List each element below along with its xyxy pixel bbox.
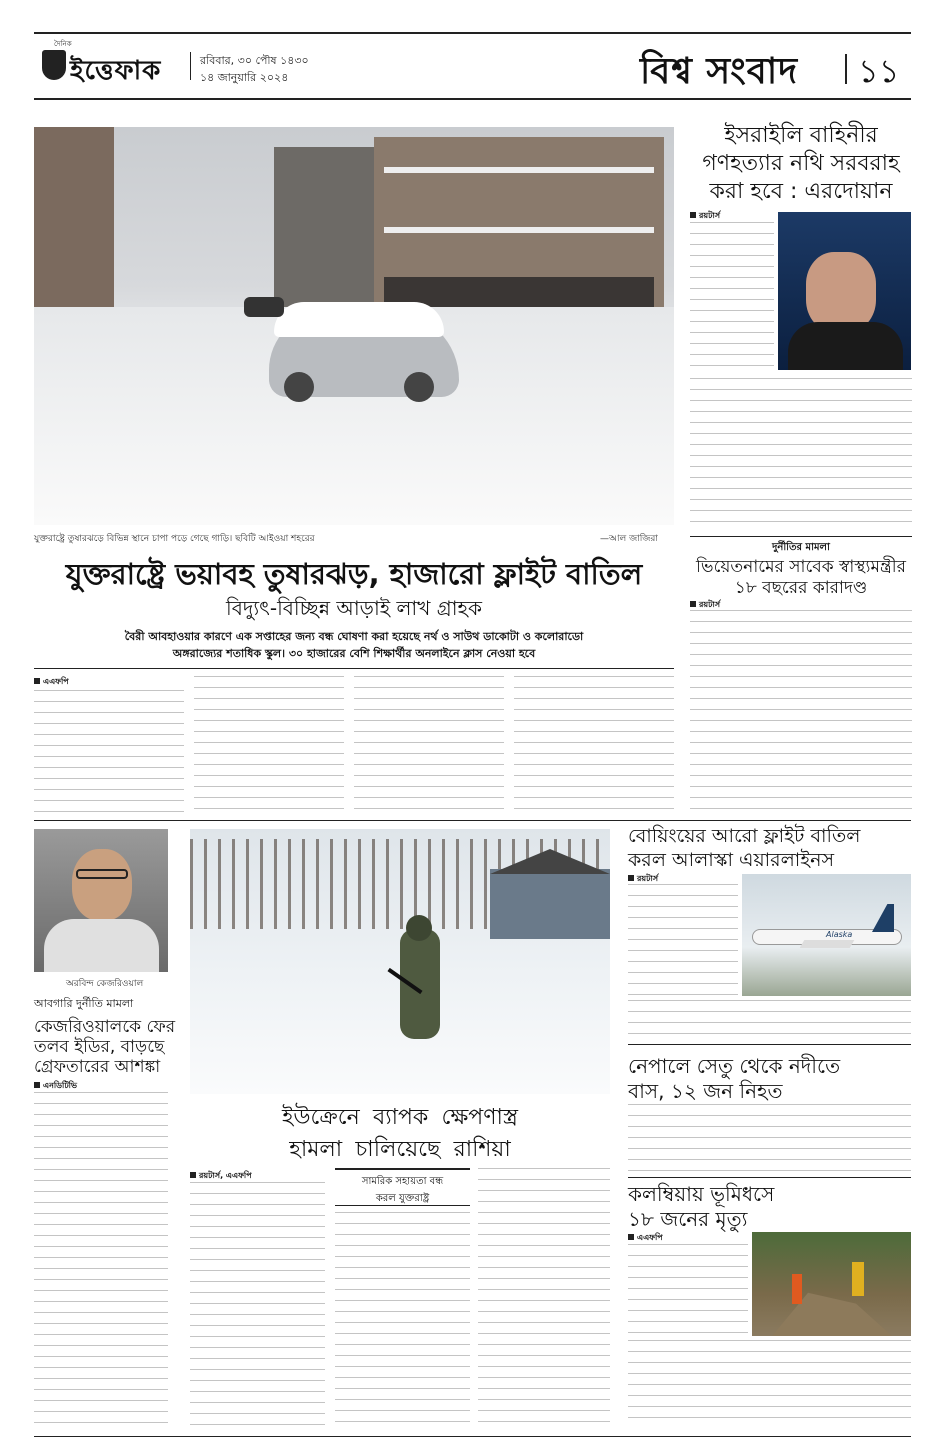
ukraine-headline-2: হামলা চালিয়েছে রাশিয়া — [289, 1137, 511, 1162]
boeing-byline: রয়টার্স — [628, 873, 658, 886]
lead-body-col-2 — [194, 676, 344, 812]
section-title: বিশ্ব সংবাদ — [640, 51, 799, 92]
kejriwal-photo — [34, 829, 168, 972]
erdogan-headline-2: গণহত্যার নথি সরবরাহ — [702, 151, 900, 176]
lead-body-col-3 — [354, 676, 504, 812]
ukraine-inset-line-2: করল যুক্তরাষ্ট্র — [375, 1193, 430, 1204]
nepal-bottom-rule — [628, 1177, 911, 1178]
masthead-divider — [190, 52, 191, 80]
masthead-rule — [34, 98, 911, 100]
kejriwal-photo-caption: অরবিন্দ কেজরিওয়াল — [66, 979, 144, 989]
lead-headline: যুক্তরাষ্ট্রে ভয়াবহ তুষারঝড়, হাজারো ফ্লাইট বাতিল — [65, 557, 643, 591]
erdogan-body-bottom — [690, 378, 912, 530]
boeing-bottom-rule — [628, 1044, 911, 1045]
colombia-headline-2: ১৮ জনের মৃত্যু — [628, 1207, 748, 1231]
lead-body-col-1 — [34, 690, 184, 812]
erdogan-photo — [778, 212, 911, 370]
lead-summary-line-2: অঙ্গরাজ্যের শতাধিক স্কুল। ৩০ হাজারের বেশি শিক্ষার্থীর অনলাইনে ক্লাস নেওয়া হবে — [172, 647, 536, 660]
vietnam-kicker: দুর্নীতির মামলা — [772, 542, 830, 553]
top-rule — [34, 32, 911, 34]
lead-subhead: বিদ্যুৎ-বিচ্ছিন্ন আড়াই লাখ গ্রাহক — [226, 596, 482, 620]
page-number: ১১ — [858, 52, 900, 90]
landslide-photo — [752, 1232, 911, 1336]
erdogan-headline-1: ইসরাইলি বাহিনীর — [724, 123, 878, 148]
colombia-byline: এএফপি — [628, 1232, 663, 1245]
mid-rule — [34, 820, 911, 821]
nepal-headline-1: নেপালে সেতু থেকে নদীতে — [628, 1054, 841, 1078]
nepal-body — [628, 1104, 911, 1174]
ukraine-body-col-1 — [190, 1182, 325, 1428]
kejriwal-headline-2: তলব ইডির, বাড়ছে — [34, 1037, 165, 1057]
lead-photo-caption: যুক্তরাষ্ট্রে তুষারঝড়ে বিভিন্ন স্থানে চাপা পড়ে গেছে গাড়ি। ছবিটি আইওয়া শহরের — [34, 534, 315, 544]
ukraine-headline-1: ইউক্রেনে ব্যাপক ক্ষেপণাস্ত্র — [281, 1105, 519, 1130]
alaska-plane-photo — [742, 874, 911, 996]
colombia-body-bottom — [628, 1340, 911, 1428]
boeing-body-bottom — [628, 1000, 911, 1040]
lead-summary-line-1: বৈরী আবহাওয়ার কারণে এক সপ্তাহের জন্য বন্ধ ঘোষণা করা হয়েছে নর্থ ও সাউথ ডাকোটা ও কলোরাডো — [124, 630, 584, 643]
logo-text: ইত্তেফাক — [70, 56, 162, 86]
plane-livery-text: Alaska — [826, 930, 853, 939]
lead-body-col-4 — [514, 676, 674, 812]
vietnam-headline-1: ভিয়েতনামের সাবেক স্বাস্থ্যমন্ত্রীর — [696, 557, 906, 577]
ukraine-soldier-photo — [190, 829, 610, 1094]
kejriwal-headline-1: কেজরিওয়ালকে ফের — [34, 1017, 176, 1037]
erdogan-body-top — [690, 222, 774, 374]
logo-emblem-icon — [42, 50, 66, 80]
ukraine-body-col-2 — [335, 1212, 470, 1428]
erdogan-byline: রয়টার্স — [690, 210, 720, 223]
kejriwal-kicker: আবগারি দুর্নীতি মামলা — [34, 997, 134, 1010]
ukraine-inset-box — [335, 1168, 470, 1206]
colombia-body-top — [628, 1244, 748, 1336]
kejriwal-body — [34, 1092, 168, 1428]
boeing-body-top — [628, 884, 738, 996]
vietnam-byline: রয়টার্স — [690, 599, 720, 612]
nepal-headline-2: বাস, ১২ জন নিহত — [628, 1079, 783, 1103]
ukraine-inset-line-1: সামরিক সহায়তা বন্ধ — [361, 1176, 444, 1187]
colombia-headline-1: কলম্বিয়ায় ভূমিধসে — [628, 1182, 775, 1206]
snow-storm-photo — [34, 127, 674, 525]
date-gregorian: ১৪ জানুয়ারি ২০২৪ — [200, 71, 289, 84]
erdogan-headline-3: করা হবে : এরদোয়ান — [709, 179, 893, 204]
bottom-rule — [34, 1436, 911, 1437]
boeing-headline-1: বোয়িংয়ের আরো ফ্লাইট বাতিল — [628, 825, 861, 847]
date-bangla: রবিবার, ৩০ পৌষ ১৪৩০ — [200, 54, 309, 67]
ukraine-body-col-3 — [478, 1168, 610, 1428]
section-divider — [845, 54, 847, 84]
kejriwal-headline-3: গ্রেফতারের আশঙ্কা — [34, 1057, 161, 1077]
lead-byline: এএফপি — [34, 676, 69, 689]
lead-photo-credit: —আল জাজিরা — [600, 534, 658, 544]
logo-tagline: দৈনিক — [54, 40, 72, 48]
vietnam-headline-2: ১৮ বছরের কারাদণ্ড — [734, 578, 868, 598]
ukraine-byline: রয়টার্স, এএফপি — [190, 1170, 252, 1183]
kejriwal-byline: এনডিটিভি — [34, 1080, 77, 1093]
lead-summary-rule — [34, 668, 674, 669]
boeing-headline-2: করল আলাস্কা এয়ারলাইনস — [628, 849, 835, 871]
newspaper-logo — [42, 46, 182, 86]
vietnam-body — [690, 610, 912, 815]
vietnam-top-rule — [690, 536, 912, 537]
